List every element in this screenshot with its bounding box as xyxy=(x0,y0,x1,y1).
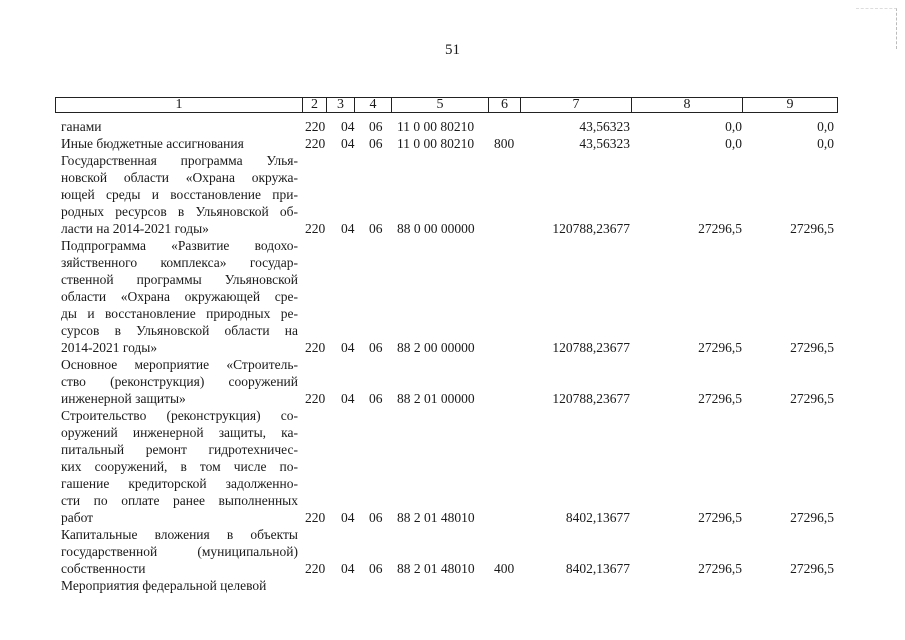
description-line: ющей среды и восстановление при- xyxy=(61,187,298,202)
description-line: Иные бюджетные ассигнования xyxy=(61,136,244,151)
cell-c5: 88 2 01 48010 xyxy=(397,510,475,525)
description-line: Строительство (реконструкция) со- xyxy=(61,408,298,423)
cell-c7: 120788,23677 xyxy=(552,340,630,355)
cell-c5: 88 2 00 00000 xyxy=(397,340,475,355)
cell-c2: 220 xyxy=(305,221,326,236)
cell-c8: 27296,5 xyxy=(698,391,742,406)
cell-c9: 0,0 xyxy=(817,119,834,134)
cell-c7: 120788,23677 xyxy=(552,221,630,236)
row-description xyxy=(61,407,298,526)
cell-c7: 120788,23677 xyxy=(552,391,630,406)
cell-c2: 220 xyxy=(305,561,326,576)
cell-c9: 27296,5 xyxy=(790,391,834,406)
cell-c3: 04 xyxy=(341,119,355,134)
header-col-8: 8 xyxy=(631,98,742,112)
cell-c3: 04 xyxy=(341,391,355,406)
cell-c5: 88 2 01 00000 xyxy=(397,391,475,406)
cell-c7: 8402,13677 xyxy=(565,561,630,576)
description-line: 2014-2021 годы» xyxy=(61,340,158,355)
cell-c4: 06 xyxy=(369,136,383,151)
description-line: сти по оплате ранее выполненных xyxy=(61,493,298,508)
header-col-9: 9 xyxy=(742,98,837,112)
row-description xyxy=(61,356,298,407)
cell-c4: 06 xyxy=(369,510,383,525)
description-line: оружений инженерной защиты, ка- xyxy=(61,425,298,440)
cell-c6: 800 xyxy=(494,136,515,151)
cell-c2: 220 xyxy=(305,391,326,406)
description-line: ственной программы Ульяновской xyxy=(61,272,298,287)
cell-c3: 04 xyxy=(341,561,355,576)
cell-c4: 06 xyxy=(369,340,383,355)
description-line: Подпрограмма «Развитие водохо- xyxy=(61,238,298,253)
cell-c8: 0,0 xyxy=(725,136,742,151)
row-description xyxy=(61,237,298,356)
row-description xyxy=(61,577,298,594)
cell-c8: 27296,5 xyxy=(698,221,742,236)
cell-c5: 11 0 00 80210 xyxy=(397,119,475,134)
table-row xyxy=(0,135,905,152)
cell-c3: 04 xyxy=(341,510,355,525)
cell-c8: 0,0 xyxy=(725,119,742,134)
cell-c5: 88 2 01 48010 xyxy=(397,561,475,576)
description-line: гашение кредиторской задолженно- xyxy=(61,476,298,491)
description-line: новской области «Охрана окружа- xyxy=(61,170,298,185)
cell-c7: 43,56323 xyxy=(579,119,630,134)
description-line: ласти на 2014-2021 годы» xyxy=(61,221,209,236)
table-row xyxy=(0,356,905,407)
table-header-row xyxy=(55,97,838,113)
table-row xyxy=(0,577,905,594)
cell-c4: 06 xyxy=(369,561,383,576)
description-line: работ xyxy=(61,510,94,525)
description-line: сурсов в Ульяновской области на xyxy=(61,323,298,338)
cell-c9: 27296,5 xyxy=(790,340,834,355)
description-line: питальный ремонт гидротехничес- xyxy=(61,442,298,457)
cell-c2: 220 xyxy=(305,119,326,134)
description-line: области «Охрана окружающей сре- xyxy=(61,289,298,304)
row-description xyxy=(61,118,298,135)
description-line: Государственная программа Улья- xyxy=(61,153,298,168)
cell-c4: 06 xyxy=(369,119,383,134)
description-line: Капитальные вложения в объекты xyxy=(61,527,298,542)
header-col-4: 4 xyxy=(354,98,391,112)
description-line: государственной (муниципальной) xyxy=(61,544,298,559)
cell-c9: 0,0 xyxy=(817,136,834,151)
cell-c8: 27296,5 xyxy=(698,561,742,576)
description-line: Основное мероприятие «Строитель- xyxy=(61,357,298,372)
header-col-3: 3 xyxy=(326,98,354,112)
cell-c7: 43,56323 xyxy=(579,136,630,151)
table-row xyxy=(0,152,905,237)
description-line: ганами xyxy=(61,119,102,134)
description-line: инженерной защиты» xyxy=(61,391,186,406)
cell-c2: 220 xyxy=(305,510,326,525)
cell-c8: 27296,5 xyxy=(698,510,742,525)
description-line: родных ресурсов в Ульяновской об- xyxy=(61,204,298,219)
cell-c3: 04 xyxy=(341,221,355,236)
table-row xyxy=(0,526,905,577)
cell-c8: 27296,5 xyxy=(698,340,742,355)
cell-c4: 06 xyxy=(369,221,383,236)
description-line: собственности xyxy=(61,561,146,576)
table-row xyxy=(0,407,905,526)
header-col-1: 1 xyxy=(175,97,183,112)
cell-c4: 06 xyxy=(369,391,383,406)
cell-c6: 400 xyxy=(494,561,515,576)
header-col-2: 2 xyxy=(302,98,326,112)
cell-c2: 220 xyxy=(305,340,326,355)
table-row xyxy=(0,118,905,135)
page-number: 51 xyxy=(445,42,460,58)
row-description xyxy=(61,526,298,577)
cell-c3: 04 xyxy=(341,136,355,151)
description-line: ство (реконструкция) сооружений xyxy=(61,374,298,389)
cell-c5: 11 0 00 80210 xyxy=(397,136,475,151)
cell-c3: 04 xyxy=(341,340,355,355)
cell-c7: 8402,13677 xyxy=(565,510,630,525)
cell-c9: 27296,5 xyxy=(790,510,834,525)
description-line: Мероприятия федеральной целевой xyxy=(61,578,267,593)
cell-c5: 88 0 00 00000 xyxy=(397,221,475,236)
row-description xyxy=(61,135,298,152)
cell-c9: 27296,5 xyxy=(790,561,834,576)
header-col-6: 6 xyxy=(488,98,520,112)
row-description xyxy=(61,152,298,237)
header-col-5: 5 xyxy=(391,98,488,112)
table-body xyxy=(0,118,905,594)
cell-c9: 27296,5 xyxy=(790,221,834,236)
description-line: ких сооружений, в том числе по- xyxy=(61,459,298,474)
table-row xyxy=(0,237,905,356)
cell-c2: 220 xyxy=(305,136,326,151)
header-col-7: 7 xyxy=(520,98,631,112)
description-line: ды и восстановление природных ре- xyxy=(61,306,298,321)
description-line: зяйственного комплекса» государ- xyxy=(61,255,298,270)
